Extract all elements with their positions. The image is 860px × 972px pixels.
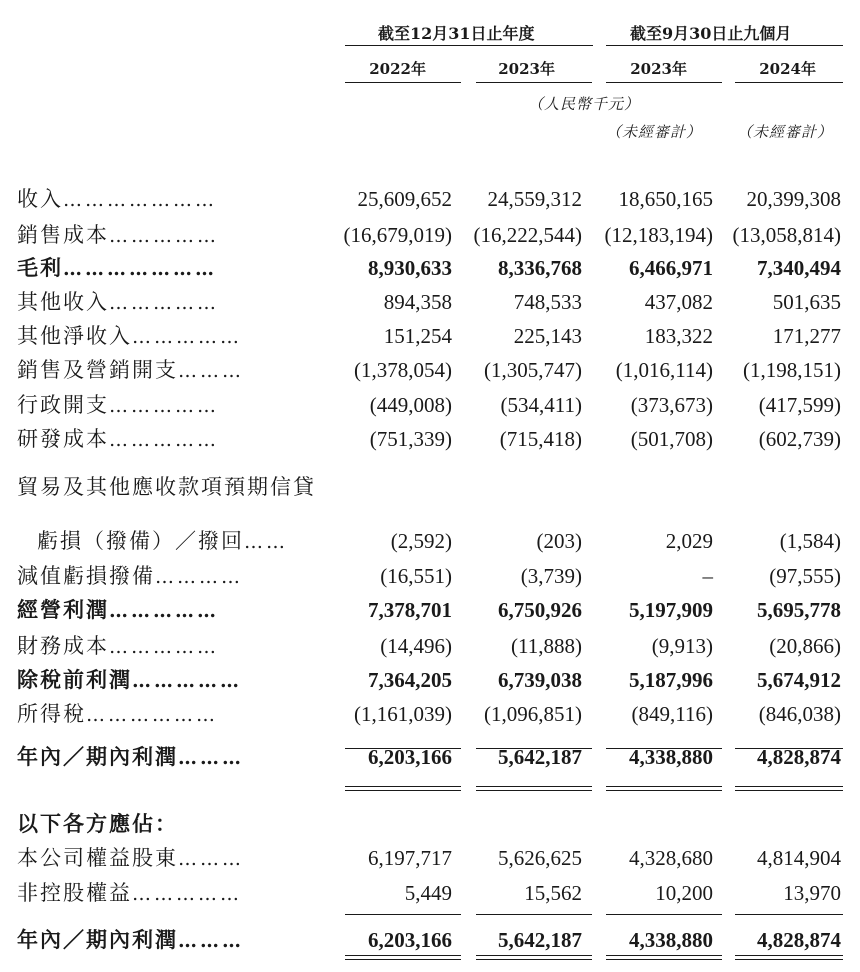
row-label [17,629,219,663]
header-nine-months-rule [606,45,843,46]
value-2024: 13,970 [783,881,841,905]
value-2022: 894,358 [383,290,452,314]
row-label [17,593,219,627]
value-2022: 151,254 [383,324,452,348]
value-2022: (751,339) [369,427,452,451]
year-2024-rule [735,82,843,83]
value-2022: 6,203,166 [368,928,452,952]
year-2023-full: 2023年 [498,60,555,78]
table-row [0,182,860,216]
double-rule-final-total [735,955,843,960]
value-2023-nine-months: (501,708) [630,427,713,451]
year-2024: 2024年 [759,60,816,78]
row-label-text: 銷售及營銷開支 [17,358,178,382]
double-rule-profit-total [735,786,843,791]
value-2023-full-year: 748,533 [513,290,582,314]
value-2023-nine-months: 2,029 [665,529,713,553]
value-2022: (2,592) [390,529,452,553]
row-label [17,251,217,285]
rule-before-profit-total [606,748,722,749]
row-label-text: 經營利潤 [17,598,109,622]
value-2024: 4,814,904 [757,846,841,870]
row-label [17,663,242,697]
value-2023-nine-months: 10,200 [655,881,713,905]
table-row [0,807,860,841]
table-row [0,876,860,910]
row-label [17,388,219,422]
rule-before-final-total [345,914,461,915]
value-2024: 5,695,778 [757,598,841,622]
value-2022: 5,449 [404,881,452,905]
row-label-text: 除稅前利潤 [17,668,132,692]
table-row [0,740,860,774]
value-2023-nine-months: (373,673) [630,393,713,417]
row-label-text: 行政開支 [17,393,109,417]
value-2023-full-year: (11,888) [511,634,582,658]
value-2023-nine-months: (9,913) [651,634,713,658]
row-label-text: 以下各方應佔： [17,812,178,836]
value-2023-nine-months: – [702,564,713,588]
row-label [17,559,243,593]
row-label-text: 虧損（撥備）／撥回 [37,529,244,553]
leader-dots: …………… [109,600,219,622]
unaudited-note-2023: （未經審計） [606,123,703,141]
row-label [37,524,288,558]
table-row [0,422,860,456]
rule-before-final-total [735,914,843,915]
table-row [0,251,860,285]
row-label [17,470,316,504]
rule-before-final-total [476,914,592,915]
row-label-text: 其他收入 [17,290,109,314]
row-label-text: 年內／期內利潤 [17,928,178,952]
header-full-year-rule [345,45,593,46]
value-2022: (1,161,039) [354,702,452,726]
value-2023-full-year: 24,559,312 [487,187,582,211]
leader-dots: …………… [109,429,219,451]
double-rule-profit-total [476,786,592,791]
value-2024: 7,340,494 [757,256,841,280]
row-label-text: 研發成本 [17,427,109,451]
value-2023-nine-months: 5,187,996 [629,668,713,692]
value-2023-nine-months: (12,183,194) [604,223,713,247]
double-rule-profit-total [606,786,722,791]
value-2022: 6,197,717 [368,846,452,870]
row-label [17,740,244,774]
value-2022: (14,496) [380,634,452,658]
value-2023-nine-months: 5,197,909 [629,598,713,622]
year-2023-nine-rule [606,82,722,83]
value-2023-nine-months: 4,338,880 [629,928,713,952]
value-2024: 4,828,874 [757,745,841,769]
leader-dots: ………… [155,566,243,588]
year-2022: 2022年 [369,60,426,78]
table-row [0,218,860,252]
leader-dots: ……… [178,930,244,952]
row-label-text: 銷售成本 [17,223,109,247]
value-2024: 171,277 [772,324,841,348]
value-2024: 5,674,912 [757,668,841,692]
leader-dots: …………… [132,883,242,905]
value-2023-full-year: (534,411) [500,393,582,417]
leader-dots: …………… [109,225,219,247]
year-2023-full-rule [476,82,592,83]
row-label [17,218,219,252]
row-label [17,422,219,456]
table-row [0,319,860,353]
value-2023-nine-months: 183,322 [644,324,713,348]
value-2024: (417,599) [758,393,841,417]
value-2022: (16,679,019) [343,223,452,247]
leader-dots: …………… [132,670,242,692]
value-2022: 25,609,652 [357,187,452,211]
row-label-text: 減值虧損撥備 [17,564,155,588]
row-label [17,697,218,731]
table-row [0,470,860,504]
row-label-text: 毛利 [17,256,63,280]
value-2023-nine-months: 4,338,880 [629,745,713,769]
rule-before-profit-total [345,748,461,749]
value-2023-full-year: (16,222,544) [473,223,582,247]
value-2024: (97,555) [769,564,841,588]
value-2022: 8,930,633 [368,256,452,280]
value-2022: 6,203,166 [368,745,452,769]
table-row [0,629,860,663]
table-row [0,841,860,875]
value-2024: 4,828,874 [757,928,841,952]
unaudited-note-2024: （未經審計） [737,123,834,141]
value-2023-full-year: (3,739) [520,564,582,588]
row-label [17,807,178,841]
value-2022: (1,378,054) [354,358,452,382]
row-label-text: 所得稅 [17,702,86,726]
row-label-text: 其他淨收入 [17,324,132,348]
table-row [0,923,860,957]
value-2024: (602,739) [758,427,841,451]
table-row [0,285,860,319]
value-2024: (846,038) [758,702,841,726]
leader-dots: ………………… [63,189,217,211]
value-2024: (20,866) [769,634,841,658]
header-full-year: 截至12月31日止年度 [378,24,535,43]
row-label-text: 財務成本 [17,634,109,658]
value-2023-full-year: 5,642,187 [498,745,582,769]
leader-dots: ……… [178,360,244,382]
year-2023-nine: 2023年 [630,60,687,78]
value-2023-full-year: (1,305,747) [484,358,582,382]
row-label [17,841,244,875]
value-2023-full-year: 5,626,625 [498,846,582,870]
double-rule-profit-total [345,786,461,791]
value-2024: (1,198,151) [743,358,841,382]
rule-before-profit-total [476,748,592,749]
double-rule-final-total [345,955,461,960]
value-2022: 7,378,701 [368,598,452,622]
leader-dots: ………………… [63,258,217,280]
value-2023-full-year: 225,143 [513,324,582,348]
value-2022: (449,008) [369,393,452,417]
value-2023-full-year: 5,642,187 [498,928,582,952]
double-rule-final-total [476,955,592,960]
value-2023-nine-months: 4,328,680 [629,846,713,870]
leader-dots: …………… [109,395,219,417]
row-label-text: 本公司權益股東 [17,846,178,870]
value-2023-full-year: 6,739,038 [498,668,582,692]
double-rule-final-total [606,955,722,960]
leader-dots: ……………… [86,704,218,726]
value-2024: 501,635 [772,290,841,314]
leader-dots: …………… [109,292,219,314]
value-2023-full-year: 6,750,926 [498,598,582,622]
table-row [0,663,860,697]
leader-dots: ……… [178,747,244,769]
row-label-text: 非控股權益 [17,881,132,905]
value-2023-nine-months: 18,650,165 [618,187,713,211]
leader-dots: …………… [132,326,242,348]
header-nine-months: 截至9月30日止九個月 [630,24,792,43]
row-label [17,923,244,957]
table-row [0,524,860,558]
table-row [0,593,860,627]
value-2023-nine-months: 6,466,971 [629,256,713,280]
value-2023-full-year: 15,562 [524,881,582,905]
row-label [17,285,219,319]
value-2023-nine-months: (1,016,114) [615,358,713,382]
value-2023-full-year: 8,336,768 [498,256,582,280]
value-2024: 20,399,308 [746,187,841,211]
row-label [17,319,242,353]
row-label-text: 年內／期內利潤 [17,745,178,769]
table-row [0,388,860,422]
value-2022: (16,551) [380,564,452,588]
row-label [17,353,244,387]
value-2024: (1,584) [779,529,841,553]
row-label-text: 貿易及其他應收款項預期信貸 [17,475,316,499]
year-2022-rule [345,82,461,83]
value-2022: 7,364,205 [368,668,452,692]
value-2023-nine-months: (849,116) [631,702,713,726]
leader-dots: ……… [178,848,244,870]
rule-before-final-total [606,914,722,915]
row-label [17,182,217,216]
rule-before-profit-total [735,748,843,749]
leader-dots: …… [244,531,288,553]
row-label-text: 收入 [17,187,63,211]
value-2024: (13,058,814) [732,223,841,247]
value-2023-nine-months: 437,082 [644,290,713,314]
value-2023-full-year: (1,096,851) [484,702,582,726]
value-2023-full-year: (715,418) [499,427,582,451]
table-row [0,559,860,593]
table-row [0,353,860,387]
leader-dots: …………… [109,636,219,658]
table-row [0,697,860,731]
row-label [17,876,242,910]
currency-note: （人民幣千元） [528,95,641,113]
value-2023-full-year: (203) [536,529,582,553]
